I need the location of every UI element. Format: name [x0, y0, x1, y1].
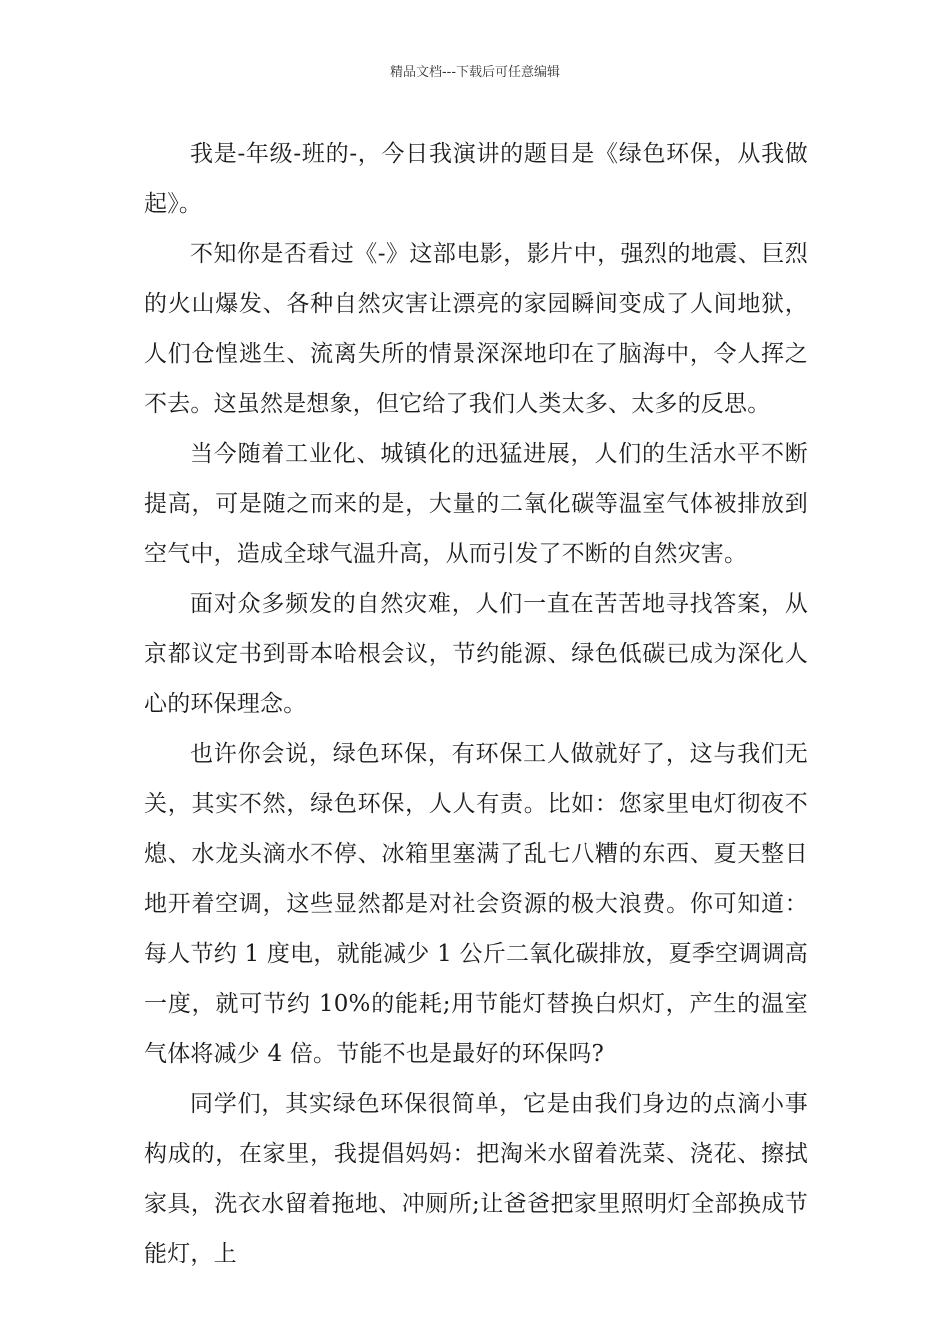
document-body — [144, 129, 808, 1279]
paragraph: 我是-年级-班的-，今日我演讲的题目是《绿色环保，从我做起》。 — [144, 141, 808, 217]
paragraph: 也许你会说，绿色环保，有环保工人做就好了，这与我们无关，其实不然，绿色环保，人人有责。比如：您家里电灯彻夜不熄、水龙头滴水不停、冰箱里塞满了乱七八糟的东西、夏天整日地开着空调，这些显然都是对社会资源的极大浪费。你可知道：每人节约 1 度电，就能减少 1 公斤二氧化碳排放，夏季空调调高一度，就可节约 10%的能耗;用节能灯替换白炽灯，产生的温室气体将减少 4 倍。节能不也是最好的环保吗? — [144, 741, 808, 1067]
paragraph: 不知你是否看过《-》这部电影，影片中，强烈的地震、巨烈的火山爆发、各种自然灾害让漂亮的家园瞬间变成了人间地狱，人们仓惶逃生、流离失所的情景深深地印在了脑海中，令人挥之不去。这虽然是想象，但它给了我们人类太多、太多的反思。 — [144, 241, 808, 417]
page-header: 精品文档---下载后可任意编辑 — [389, 65, 561, 80]
paragraph: 同学们，其实绿色环保很简单，它是由我们身边的点滴小事构成的，在家里，我提倡妈妈：把淘米水留着洗菜、浇花、擦拭家具，洗衣水留着拖地、冲厕所;让爸爸把家里照明灯全部换成节能灯，上 — [144, 1091, 808, 1267]
paragraph: 面对众多频发的自然灾难，人们一直在苦苦地寻找答案，从京都议定书到哥本哈根会议，节约能源、绿色低碳已成为深化人心的环保理念。 — [144, 591, 808, 717]
paragraph: 当今随着工业化、城镇化的迅猛进展，人们的生活水平不断提高，可是随之而来的是，大量的二氧化碳等温室气体被排放到空气中，造成全球气温升高，从而引发了不断的自然灾害。 — [144, 441, 808, 567]
